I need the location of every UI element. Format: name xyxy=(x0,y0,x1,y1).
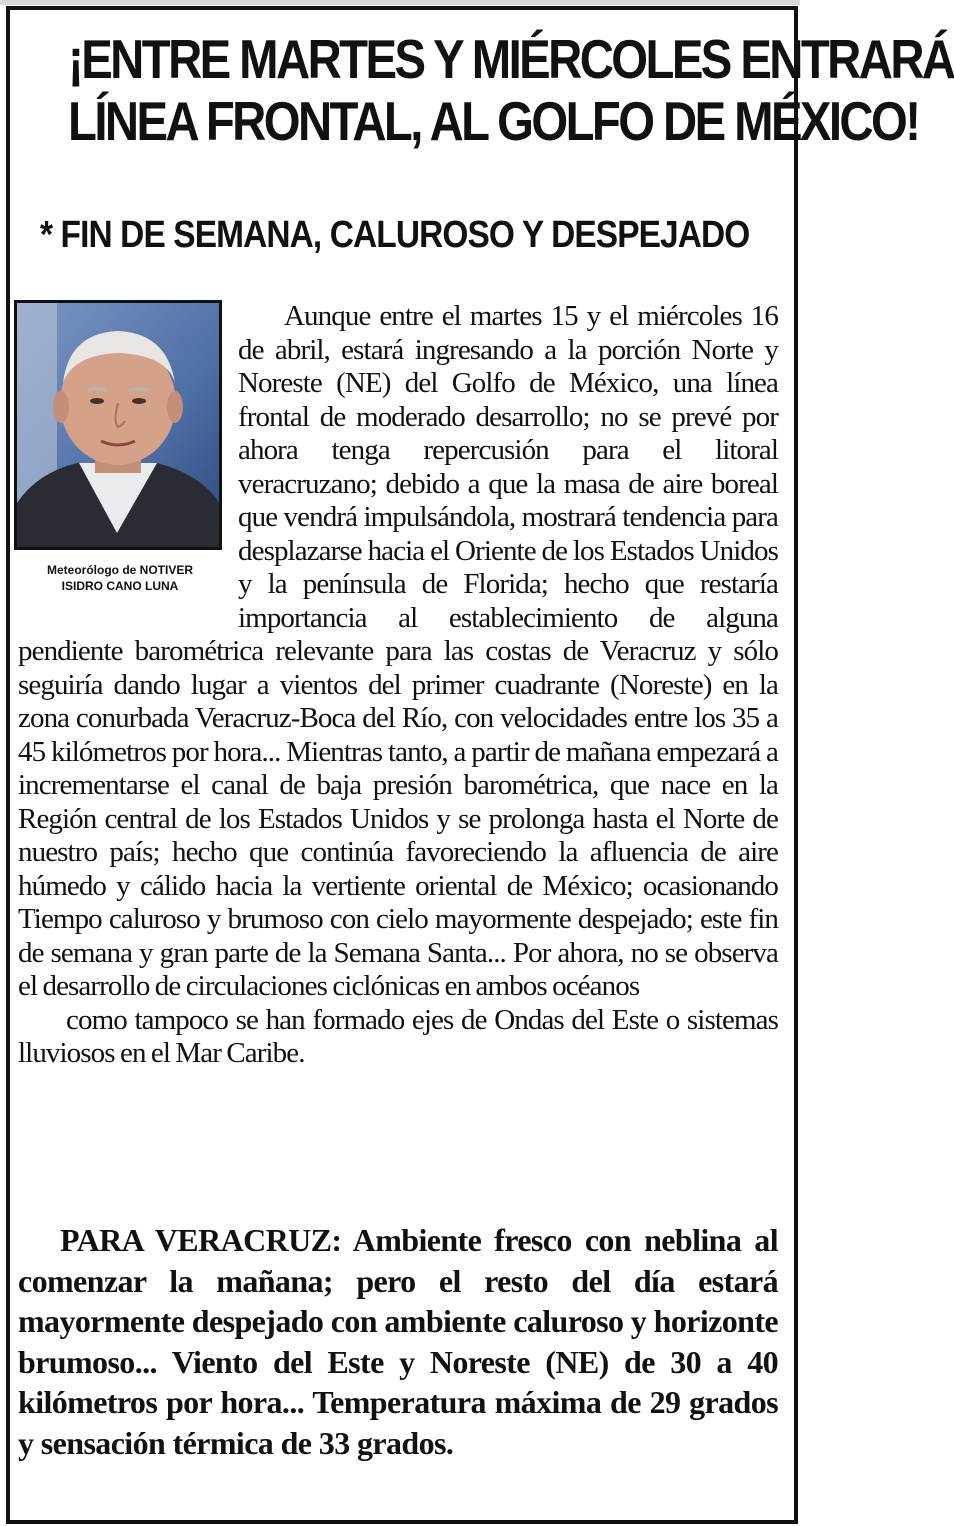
photo-spacer xyxy=(18,300,238,605)
caption-line-2: ISIDRO CANO LUNA xyxy=(61,579,179,593)
headline-line-1: ¡ENTRE MARTES Y MIÉRCOLES ENTRARÁ xyxy=(68,28,954,90)
top-strip xyxy=(0,0,800,5)
headline xyxy=(68,28,954,152)
subheadline: * FIN DE SEMANA, CALUROSO Y DESPEJADO xyxy=(40,214,750,256)
body-paragraph-2: como tampoco se han formado ejes de Ondas del Este o sistemas lluviosos en el Mar Caribe. xyxy=(18,1003,778,1069)
veracruz-forecast: PARA VERACRUZ: Ambiente fresco con neblina al comenzar la mañana; pero el resto del día estará mayormente despejado con ambiente caluroso y horizonte brumoso... Viento del Este y Noreste (NE) de 30 a 40 kilómetros por hora... Temperatura máxima de 29 grados y sensación térmica de 33 grados. xyxy=(18,1222,778,1461)
body-paragraph-1-text: Aunque entre el martes 15 y el miércoles 16 de abril, estará ingresando a la porción Norte y Noreste (NE) del Golfo de México, una línea frontal de moderado desarrollo; no se prevé por ahora tenga repercusión para el litoral veracruzano; debido a que la masa de aire boreal que vendrá impulsándola, mostrará tendencia para desplazarse hacia el Oriente de los Estados Unidos y la península de Florida; hecho que restaría importancia al establecimiento de alguna pendiente barométrica relevante para las costas de Veracruz y sólo seguiría dando lugar a vientos del primer cuadrante (Noreste) en la zona conurbada Veracruz-Boca del Río, con velocidades entre los 35 a 45 kilómetros por hora... Mientras tanto, a partir de mañana empezará a incrementarse el canal de baja presión barométrica, que nace en la Región central de los Estados Unidos y se prolonga hasta el Norte de nuestro país; hecho que continúa favoreciendo la afluencia de aire húmedo y cálido hacia la vertiente oriental de México; ocasionando Tiempo caluroso y brumoso con cielo mayormente despejado; este fin de semana y gran parte de la Semana Santa... Por ahora, no se observa el desarrollo de circulaciones ciclónicas en ambos océanos xyxy=(18,300,778,1002)
headline-line-2: LÍNEA FRONTAL, AL GOLFO DE MÉXICO! xyxy=(68,90,919,152)
article-body xyxy=(18,300,778,1071)
caption-line-1: Meteorólogo de NOTIVER xyxy=(46,563,193,577)
